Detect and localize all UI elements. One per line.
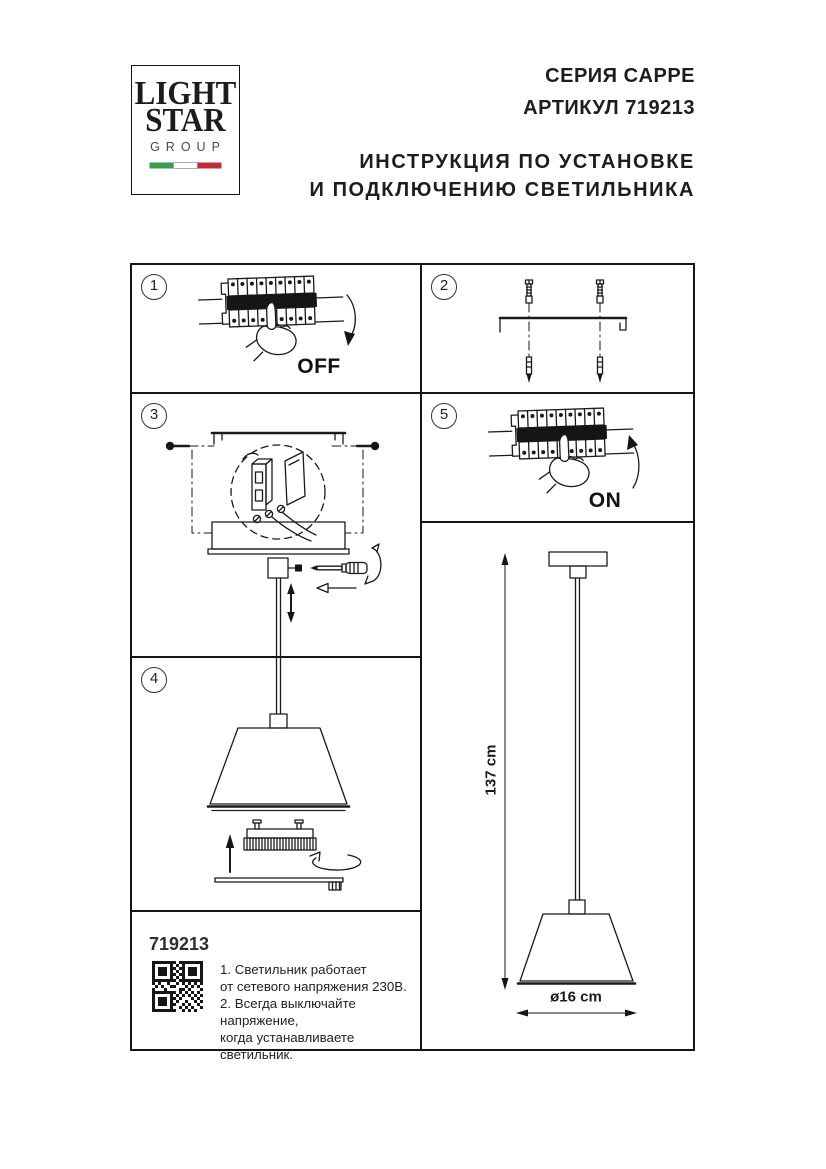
note-line: когда устанавливаете светильник. <box>220 1030 355 1062</box>
footer-panel <box>132 912 420 1062</box>
qr-code <box>152 961 204 1013</box>
on-label: ON <box>588 489 622 512</box>
note-line: 1. Светильник работает <box>220 962 367 977</box>
note-line: от сетевого напряжения 230В. <box>220 979 407 994</box>
step-number-badge: 2 <box>431 274 457 300</box>
height-dimension-label: 137 cm <box>482 744 500 796</box>
note-line: 2. Всегда выключайте напряжение, <box>220 996 356 1028</box>
grid-right-column <box>422 265 693 1049</box>
logo-group-text: GROUP <box>150 140 226 154</box>
footer-article-number: 719213 <box>149 934 210 954</box>
diameter-dimension-label: ø16 cm <box>550 988 602 1006</box>
logo-light-text: LIGHT <box>134 73 237 112</box>
instruction-title-line1: ИНСТРУКЦИЯ ПО УСТАНОВКЕ <box>359 151 695 173</box>
series-title: СЕРИЯ CAPPE <box>545 65 695 87</box>
off-label: OFF <box>297 355 341 378</box>
step-panel-2 <box>422 265 693 394</box>
step-panel-1 <box>132 265 420 394</box>
instruction-title-line2: И ПОДКЛЮЧЕНИЮ СВЕТИЛЬНИКА <box>309 179 695 201</box>
step-number-badge: 4 <box>141 667 167 693</box>
step-panel-3 <box>132 394 420 658</box>
step-number-badge: 1 <box>141 274 167 300</box>
step-number-badge: 3 <box>141 403 167 429</box>
dimensions-panel <box>422 523 693 1049</box>
step-number-badge: 5 <box>431 403 457 429</box>
logo-star-text: STAR <box>145 100 226 139</box>
lightstar-logo <box>131 65 240 195</box>
step-panel-4 <box>132 658 420 912</box>
article-title: АРТИКУЛ 719213 <box>523 97 695 119</box>
safety-notes <box>220 961 420 1063</box>
title-block <box>309 60 695 204</box>
steps-grid <box>130 263 695 1062</box>
italy-flag-stripe <box>149 162 223 169</box>
step-panel-5 <box>422 394 693 523</box>
grid-left-column <box>132 265 422 1062</box>
